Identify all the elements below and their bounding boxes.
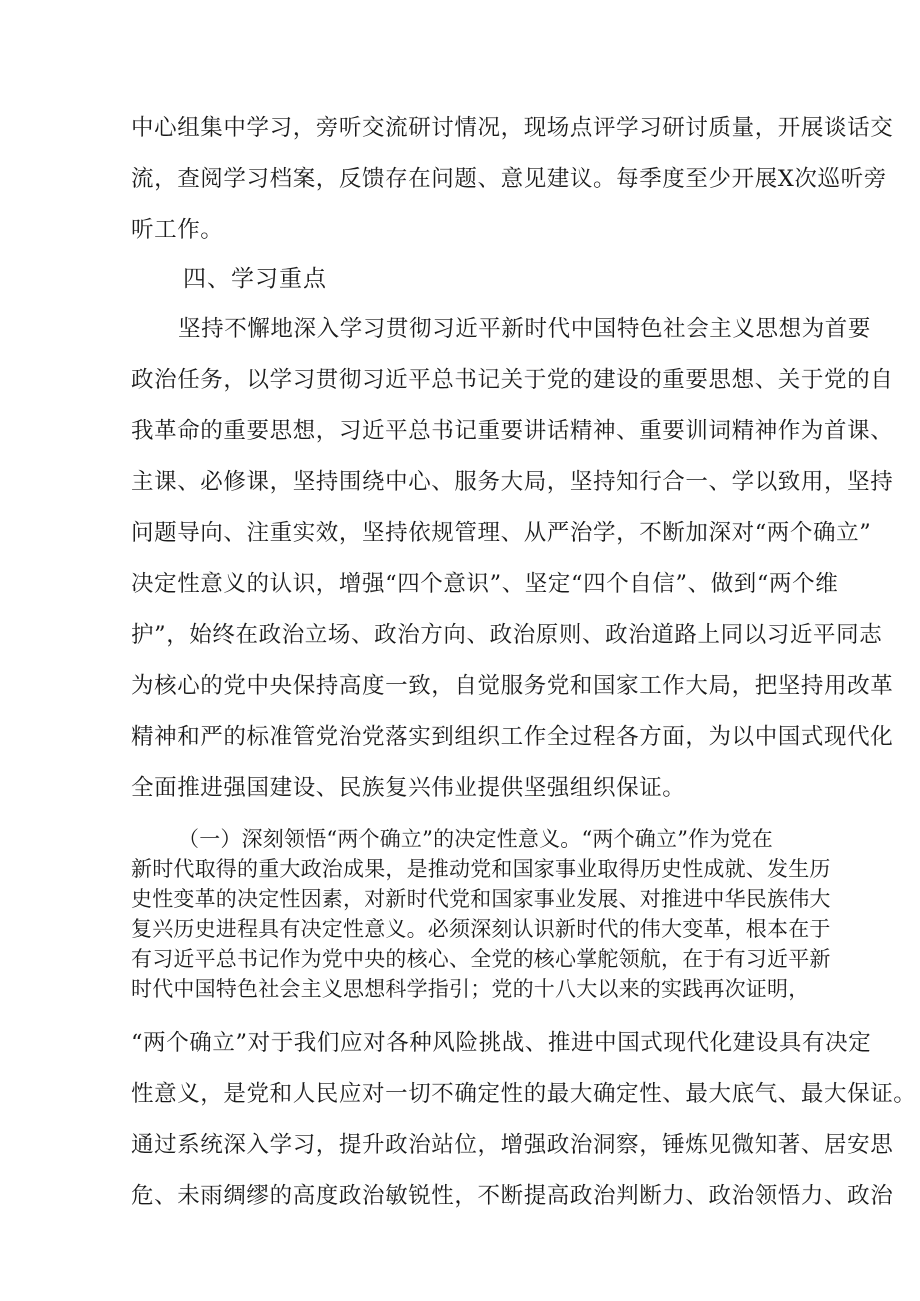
- paragraph-line: 流，查阅学习档案，反馈存在问题、意见建议。每季度至少开展X次巡听旁: [131, 166, 887, 192]
- paragraph-line: 危、未雨绸缪的高度政治敏锐性，不断提高政治判断力、政治领悟力、政治: [131, 1183, 894, 1209]
- paragraph-line: 为核心的党中央保持高度一致，自觉服务党和国家工作大局，把坚持用改革: [131, 673, 894, 699]
- paragraph-line: “两个确立”对于我们应对各种风险挑战、推进中国式现代化建设具有决定: [131, 1030, 872, 1056]
- paragraph-line: 全面推进强国建设、民族复兴伟业提供坚强组织保证。: [131, 775, 686, 801]
- paragraph-line: 听工作。: [131, 217, 224, 243]
- section-heading: 四、学习重点: [183, 266, 327, 292]
- paragraph-line: 有习近平总书记作为党中央的核心、全党的核心掌舵领航，在于有习近平新: [131, 947, 831, 971]
- paragraph-line: 中心组集中学习，旁听交流研讨情况，现场点评学习研讨质量，开展谈话交: [131, 115, 894, 141]
- paragraph-line: （一）深刻领悟“两个确立”的决定性意义。“两个确立”作为党在: [178, 827, 773, 851]
- paragraph-line: 主课、必修课，坚持围绕中心、服务大局，坚持知行合一、学以致用，坚持: [131, 469, 894, 495]
- paragraph-line: 史性变革的决定性因素，对新时代党和国家事业发展、对推进中华民族伟大: [131, 887, 831, 911]
- paragraph-line: 新时代取得的重大政治成果，是推动党和国家事业取得历史性成就、发生历: [131, 857, 831, 881]
- paragraph-line: 时代中国特色社会主义思想科学指引；党的十八大以来的实践再次证明，: [131, 977, 810, 1001]
- paragraph-line: 决定性意义的认识，增强“四个意识”、坚定“四个自信”、做到“两个维: [131, 571, 839, 597]
- paragraph-line: 护”，始终在政治立场、政治方向、政治原则、政治道路上同以习近平同志: [131, 622, 883, 648]
- paragraph-line: 通过系统深入学习，提升政治站位，增强政治洞察，锤炼见微知著、居安思: [131, 1132, 894, 1158]
- paragraph-line: 政治任务，以学习贯彻习近平总书记关于党的建设的重要思想、关于党的自: [131, 367, 894, 393]
- paragraph-line: 问题导向、注重实效，坚持依规管理、从严治学，不断加深对“两个确立”: [131, 520, 872, 546]
- paragraph-line: 我革命的重要思想，习近平总书记重要讲话精神、重要训词精神作为首课、: [131, 418, 894, 444]
- paragraph-line: 性意义，是党和人民应对一切不确定性的最大确定性、最大底气、最大保证。: [131, 1081, 917, 1107]
- paragraph-line: 精神和严的标准管党治党落实到组织工作全过程各方面，为以中国式现代化: [131, 724, 894, 750]
- paragraph-line: 坚持不懈地深入学习贯彻习近平新时代中国特色社会主义思想为首要: [178, 316, 872, 342]
- paragraph-line: 复兴历史进程具有决定性意义。必须深刻认识新时代的伟大变革，根本在于: [131, 917, 831, 941]
